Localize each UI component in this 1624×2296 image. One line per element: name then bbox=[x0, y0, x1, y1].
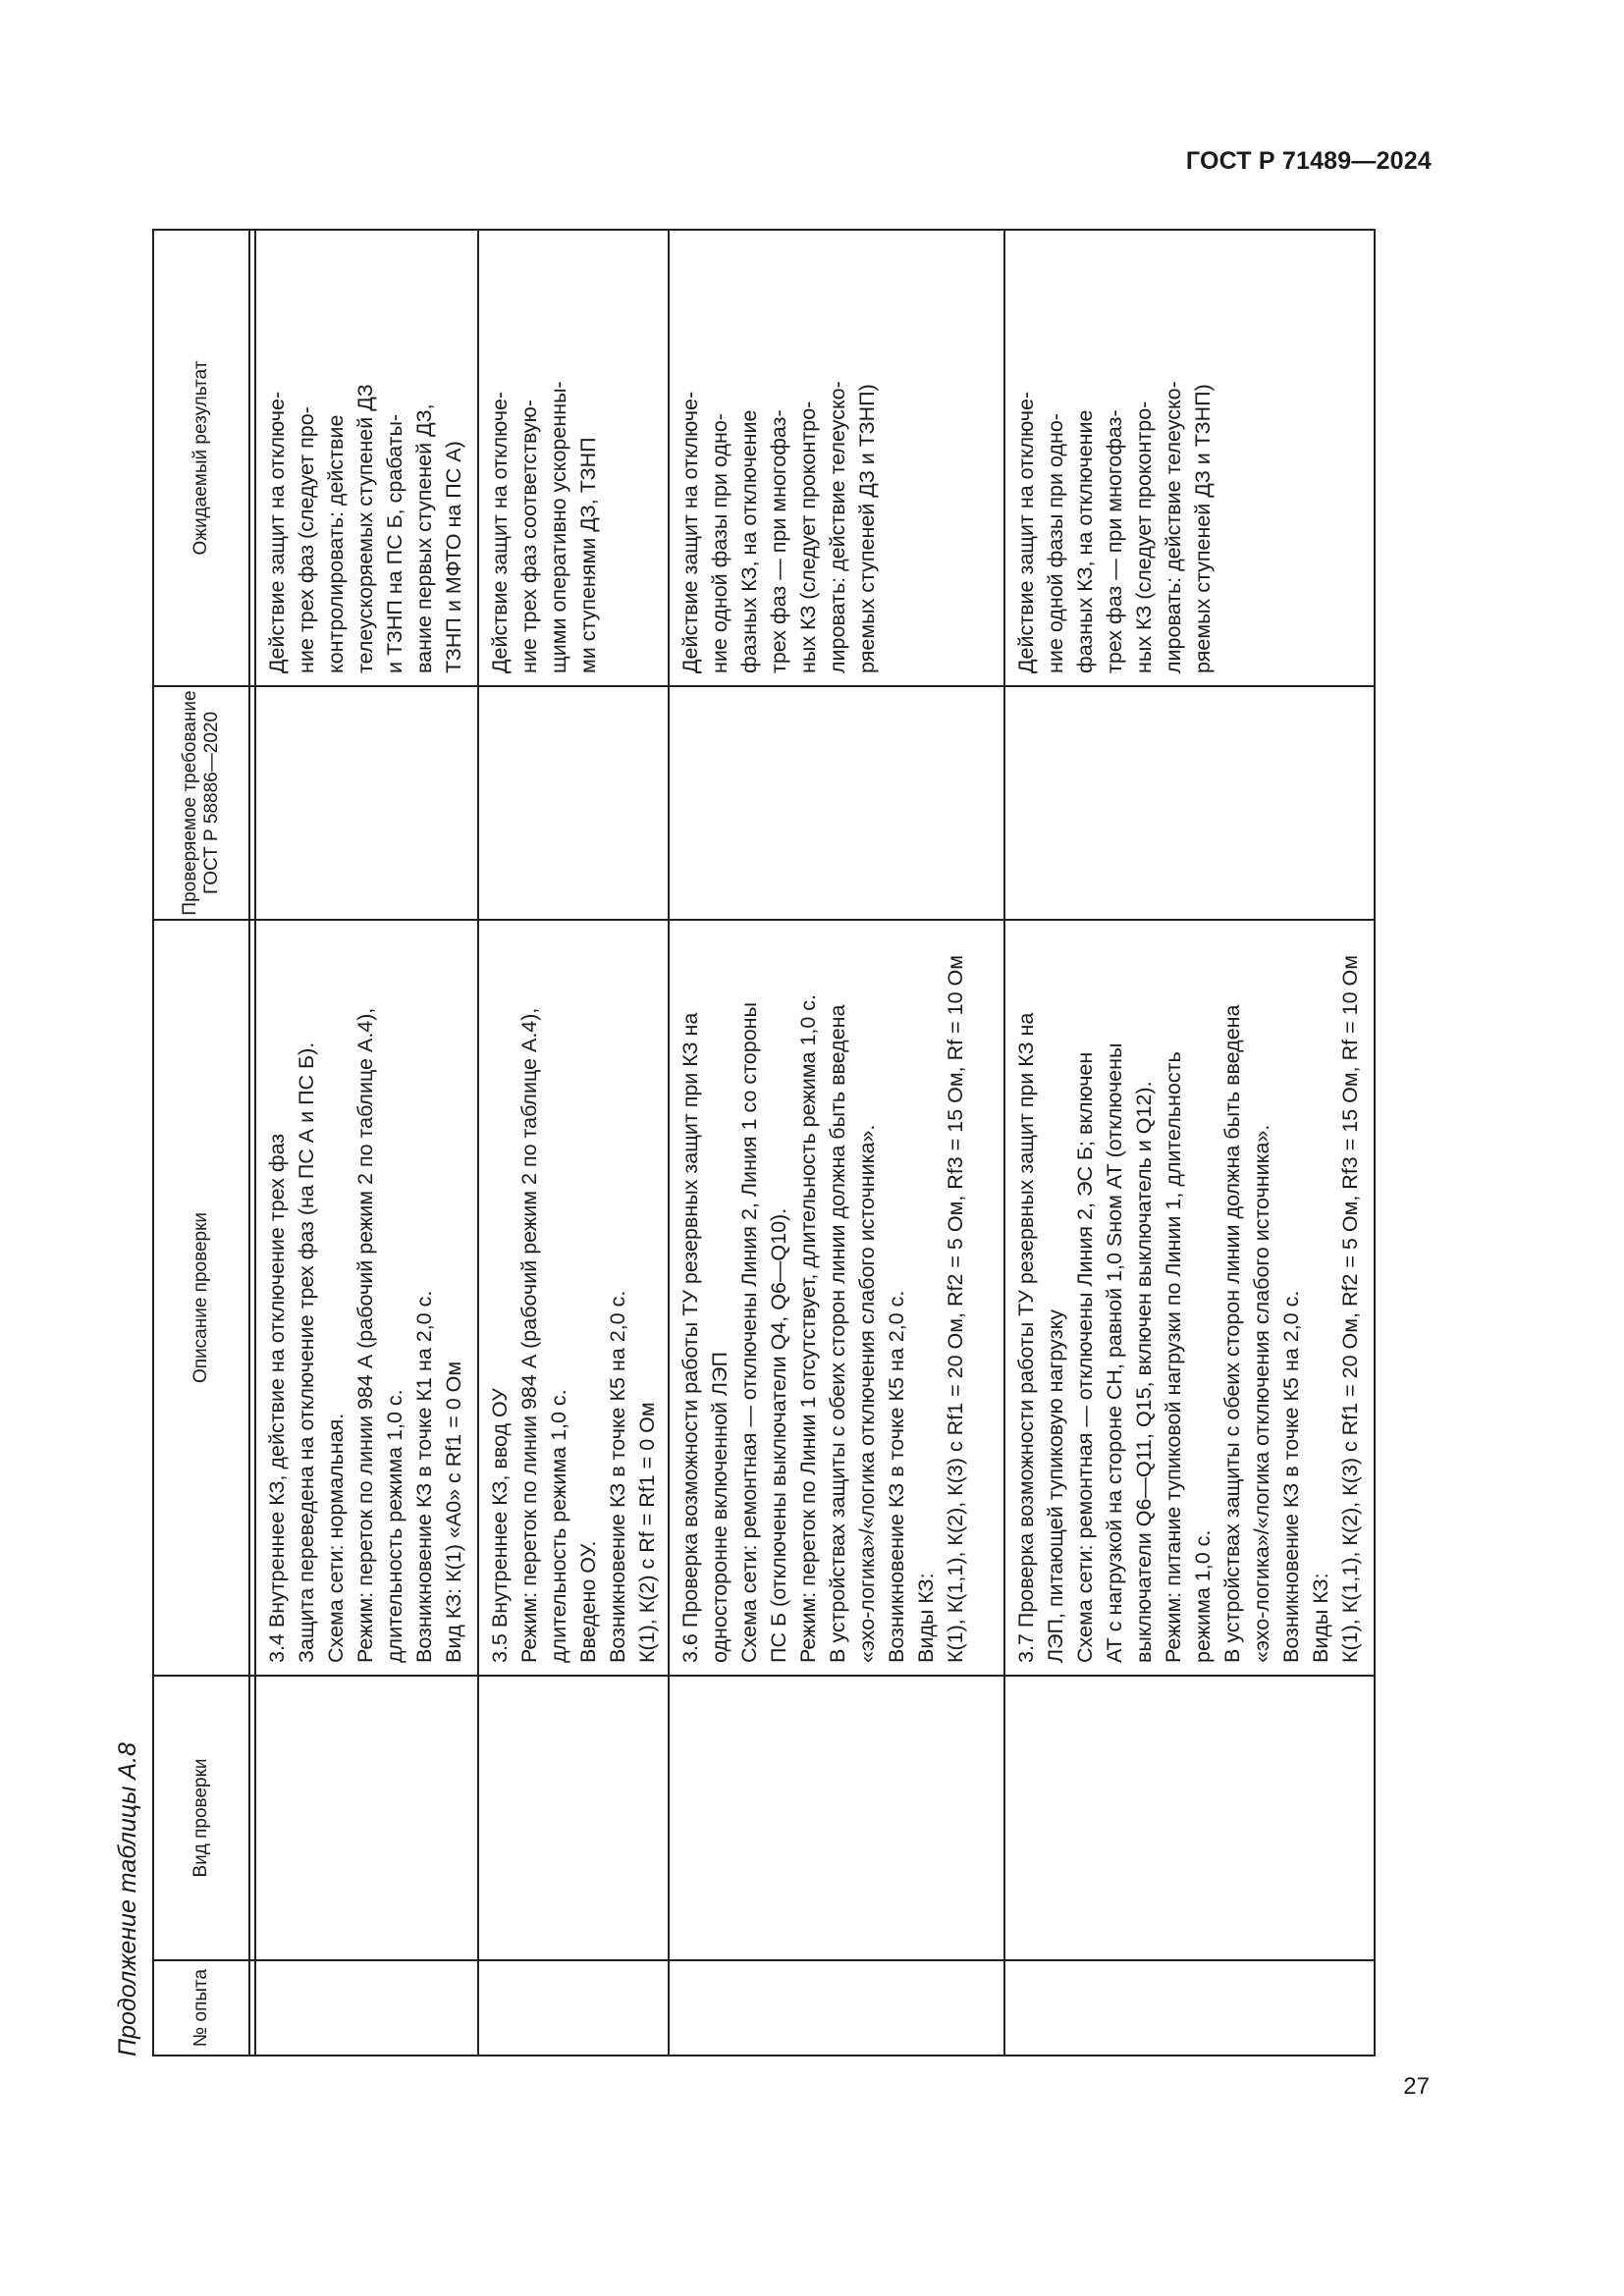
col-header-requirement: Проверяемое требование ГОСТ Р 58886—2020 bbox=[153, 686, 249, 920]
rotated-table-page bbox=[108, 103, 1365, 2056]
cell-description: 3.4 Внутреннее КЗ, действие на отключение трех фаз Защита переведена на отключение трех фаз (на ПС А и ПС Б). Схема сети: нормальная. Режим: переток по линии 984 А (рабочий режим 2 по таблице А.4), длительность режима 1,0 с. Возникновение КЗ в точке К1 на 2,0 с. Вид КЗ: К(1) «А0» с Rf1 = 0 Ом bbox=[255, 920, 478, 1676]
cell-result: Действие защит на отключе- ние трех фаз соответствую- щими оперативно ускоренны- ми ступенями ДЗ, ТЗНП bbox=[478, 230, 669, 686]
cell-check-type bbox=[1004, 1676, 1375, 1960]
cell-result: Действие защит на отключе- ние трех фаз (следует про- контролировать: действие телеускоряемых ступеней ДЗ и ТЗНП на ПС Б, срабаты- вание первых ступеней ДЗ, ТЗНП и МФТО на ПС А) bbox=[255, 230, 478, 686]
cell-check-type bbox=[478, 1676, 669, 1960]
cell-description: 3.5 Внутреннее КЗ, ввод ОУ Режим: переток по линии 984 А (рабочий режим 2 по таблице А.4), длительность режима 1,0 с. Введено ОУ. Возникновение КЗ в точке К5 на 2,0 с. К(1), К(2) с Rf = Rf1 = 0 Ом bbox=[478, 920, 669, 1676]
cell-number bbox=[669, 1960, 1004, 2056]
cell-result: Действие защит на отключе- ние одной фазы при одно- фазных КЗ, на отключение трех фаз — при многофаз- ных КЗ (следует проконтро- лировать: действие телеуско- ряемых ступеней ДЗ и ТЗНП) bbox=[1004, 230, 1375, 686]
col-header-check-type: Вид проверки bbox=[153, 1676, 249, 1960]
col-header-description: Описание проверки bbox=[153, 920, 249, 1676]
cell-number bbox=[1004, 1960, 1375, 2056]
cell-number bbox=[478, 1960, 669, 2056]
table-row bbox=[478, 230, 669, 2056]
cell-requirement bbox=[669, 686, 1004, 920]
table-caption: Продолжение таблицы А.8 bbox=[114, 1742, 141, 2056]
col-header-result: Ожидаемый результат bbox=[153, 230, 249, 686]
page-number: 27 bbox=[1403, 2073, 1430, 2100]
test-table bbox=[152, 229, 1376, 2056]
cell-requirement bbox=[478, 686, 669, 920]
table-row bbox=[669, 230, 1004, 2056]
table-row bbox=[255, 230, 478, 2056]
document-header: ГОСТ Р 71489—2024 bbox=[1185, 147, 1432, 175]
cell-check-type bbox=[669, 1676, 1004, 1960]
cell-description: 3.6 Проверка возможности работы ТУ резервных защит при КЗ на односторонне включенной ЛЭП Схема сети: ремонтная — отключены Линия 2, Линия 1 со стороны ПС Б (отключены выключатели Q4, Q6—Q10). Режим: переток по Линии 1 отсутствует, длительность режима 1,0 с. В устройствах защиты с обеих сторон линии должна быть введена «эхо-логика»/«логика отключения слабого источника». Возникновение КЗ в точке К5 на 2,0 с. Виды КЗ: К(1), К(1,1), К(2), К(3) с Rf1 = 20 Ом, Rf2 = 5 Ом, Rf3 = 15 Ом, Rf = 10 Ом bbox=[669, 920, 1004, 1676]
cell-requirement bbox=[1004, 686, 1375, 920]
cell-check-type bbox=[255, 1676, 478, 1960]
col-header-number: № опыта bbox=[153, 1960, 249, 2056]
cell-requirement bbox=[255, 686, 478, 920]
cell-result: Действие защит на отключе- ние одной фазы при одно- фазных КЗ, на отключение трех фаз — при многофаз- ных КЗ (следует проконтро- лировать: действие телеуско- ряемых ступеней ДЗ и ТЗНП) bbox=[669, 230, 1004, 686]
table-row bbox=[1004, 230, 1375, 2056]
cell-description: 3.7 Проверка возможности работы ТУ резервных защит при КЗ на ЛЭП, питающей тупиковую нагрузку Схема сети: ремонтная — отключены Линия 2, ЭС Б; включен АТ с нагрузкой на стороне СН, равной 1,0 Sном АТ (отключены выключатели Q6—Q11, Q15, включен выключатель и Q12). Режим: питание тупиковой нагрузки по Линии 1, длительность режима 1,0 с. В устройствах защиты с обеих сторон линии должна быть введена «эхо-логика»/«логика отключения слабого источника». Возникновение КЗ в точке К5 на 2,0 с. Виды КЗ: К(1), К(1,1), К(2), К(3) с Rf1 = 20 Ом, Rf2 = 5 Ом, Rf3 = 15 Ом, Rf = 10 Ом bbox=[1004, 920, 1375, 1676]
cell-number bbox=[255, 1960, 478, 2056]
